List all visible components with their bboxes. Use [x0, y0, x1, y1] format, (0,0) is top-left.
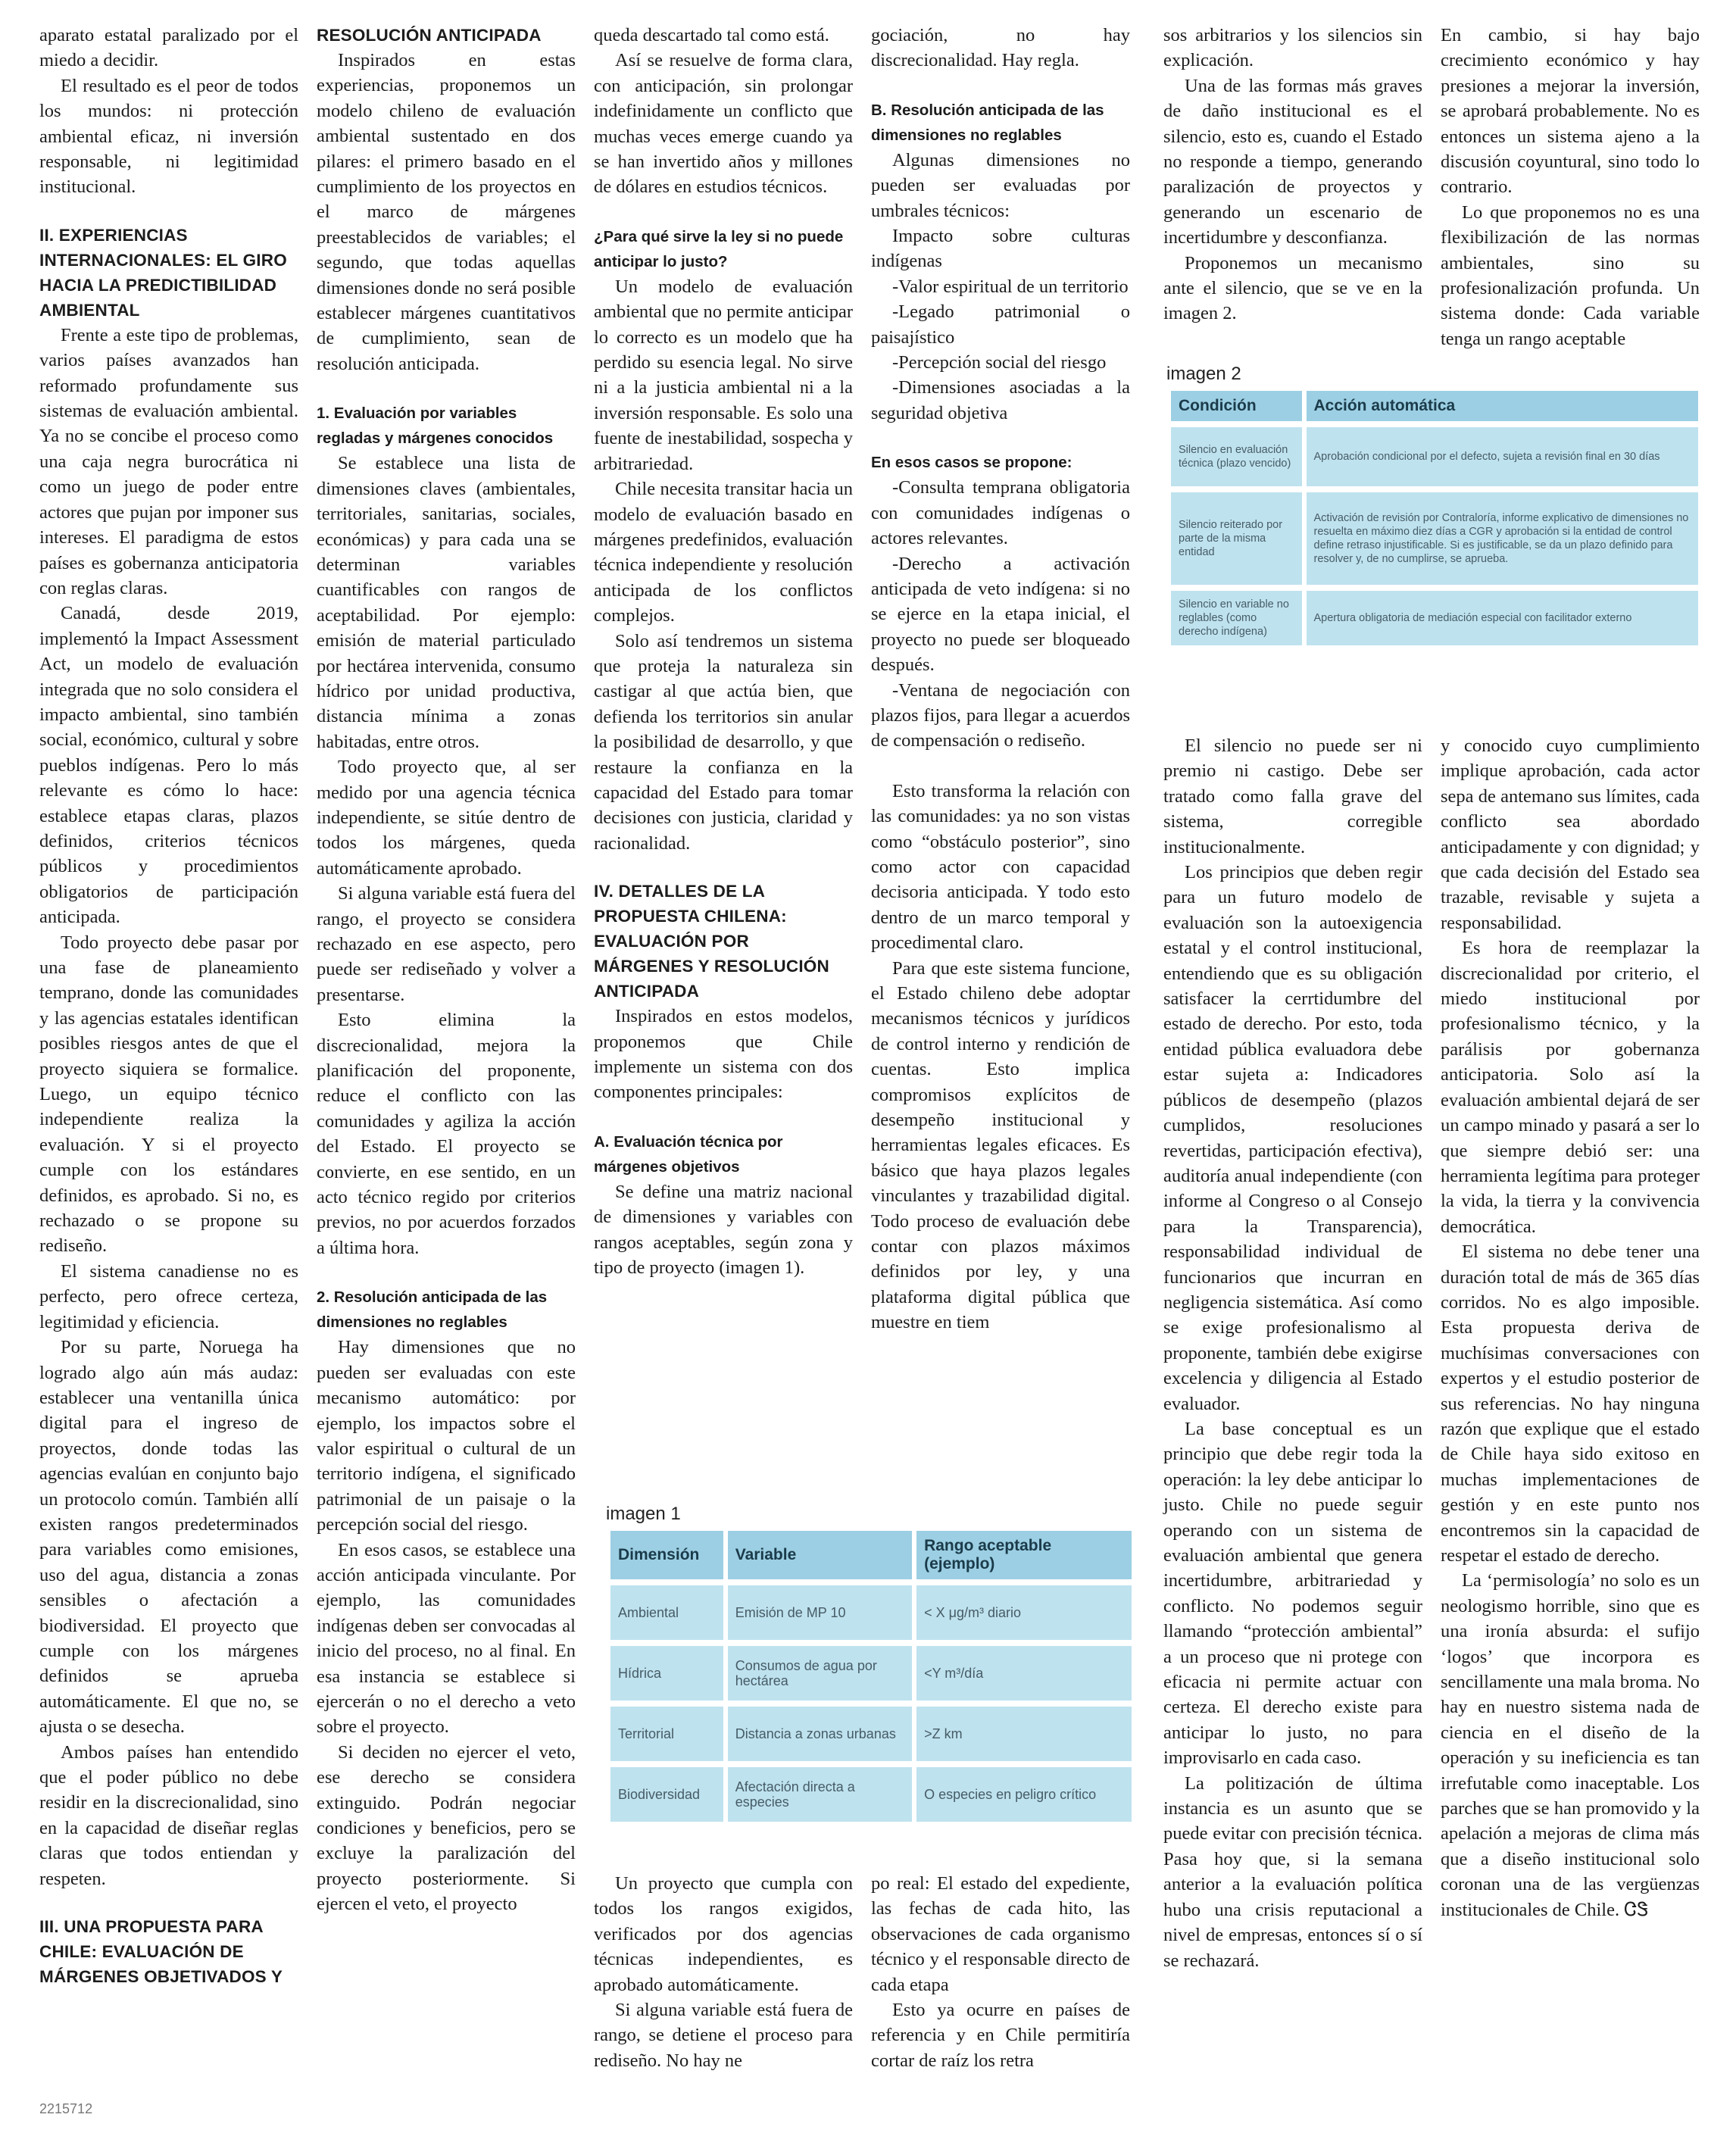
table-cell: Silencio reiterado por parte de la misma entidad — [1171, 492, 1302, 585]
list-item: -Derecho a activación anticipada de veto indígena: si no se ejerce en la etapa inicial, el proyecto no puede ser bloqueado después. — [871, 553, 1130, 676]
table-cell: Silencio en evaluación técnica (plazo vencido) — [1171, 427, 1302, 486]
paragraph: queda descartado tal como está. — [594, 25, 829, 45]
list-item: -Legado patrimonial o paisajístico — [871, 301, 1130, 348]
subheading: 1. Evaluación por variables regladas y márgenes conocidos — [317, 404, 554, 448]
column-4 — [871, 23, 1130, 1335]
figure-caption: imagen 1 — [606, 1504, 681, 1524]
paragraph: Se establece una lista de dimensiones claves (ambientales, territoriales, sanitarias, sociales, económicas) y para cada una se determinan variables cuantificables con rangos de aceptabilidad. Por ejemplo: emisión de material particulado por hectárea intervenida, consumo hídrico por unidad productiva, distancia mínima a zonas habitadas, entre otros. — [317, 453, 576, 752]
paragraph: gociación, no hay discrecionalidad. Hay regla. — [871, 25, 1130, 71]
table-row — [610, 1707, 1132, 1761]
paragraph: sos arbitrarios y los silencios sin explicación. — [1163, 25, 1422, 71]
paragraph: Hay dimensiones que no pueden ser evaluadas con este mecanismo automático: por ejemplo, los impactos sobre el valor espiritual o cultural de un territorio indígena, el significado patrimonial de un paisaje o la percepción social del riesgo. — [317, 1337, 576, 1535]
column-5 — [1163, 23, 1422, 326]
list-item: -Valor espiritual de un territorio — [892, 276, 1129, 297]
paragraph: Un proyecto que cumpla con todos los rangos exigidos, verificados por dos agencias técnicas independientes, es aprobado automáticamente. — [594, 1873, 853, 1995]
table-cell: Ambiental — [610, 1585, 723, 1640]
section-heading-iii: III. UNA PROPUESTA PARA CHILE: EVALUACIÓN DE MÁRGENES OBJETIVADOS Y — [39, 1917, 283, 1987]
column-6-bottom — [1441, 733, 1700, 1922]
paragraph: Es hora de reemplazar la discrecionalidad por criterio, el miedo institucional por profesionalismo técnico, y la parálisis por gobernanza anticipatoria. Solo así la evaluación ambiental dejará de ser un campo minado y pasará a ser lo que siempre debió ser: una herramienta legítima para proteger la vida, la tierra y la convivencia democrática. — [1441, 938, 1700, 1237]
paragraph: Ambos países han entendido que el poder público no debe residir en la discrecionalidad, sino en la capacidad de diseñar reglas claras que todos entiendan y respeten. — [39, 1741, 298, 1889]
table-cell: Biodiversidad — [610, 1767, 723, 1822]
paragraph: Se define una matriz nacional de dimensiones y variables con rangos aceptables, según zona y tipo de proyecto (imagen 1). — [594, 1181, 853, 1279]
table-cell: Afectación directa a especies — [728, 1767, 912, 1822]
figure-imagen-2 — [1166, 364, 1703, 651]
table-cell: Activación de revisión por Contraloría, informe explicativo de dimensiones no resuelta en máximo diez días a CGR y aprobación si la entidad de control define retraso injustificable. Si es justificable, se da un plazo definido para resolver y, de no cumplirse, se aprueba. — [1307, 492, 1699, 585]
column-6 — [1441, 23, 1700, 351]
table-imagen-1 — [606, 1525, 1136, 1828]
paragraph: La politización de última instancia es un asunto que se puede evitar con precisión técnica. Pasa hoy que, si la semana anterior a la evaluación política hubo una crisis reputacional a nivel de empresas, entonces sí o sí se rechazará. — [1163, 1772, 1422, 1971]
list-item: -Ventana de negociación con plazos fijos, para llegar a acuerdos de compensación o rediseño. — [871, 679, 1130, 751]
column-header: Acción automática — [1307, 391, 1699, 421]
paragraph: Frente a este tipo de problemas, varios países avanzados han reformado profundamente sus sistemas de evaluación ambiental. Ya no se concibe el proceso como una caja negra burocrática ni como un juego de poder entre actores que pujan por imponer sus intereses. El paradigma de estos países es gobernanza anticipatoria con reglas claras. — [39, 324, 298, 598]
table-row — [610, 1646, 1132, 1701]
paragraph: y conocido cuyo cumplimiento implique aprobación, cada actor sepa de antemano sus límites, cada conflicto sea abordado anticipadamente y con dignidad; y que cada decisión del Estado sea trazable, revisable y sujeta a responsabilidad. — [1441, 736, 1700, 933]
table-cell: < X μg/m³ diario — [916, 1585, 1132, 1640]
figure-caption: imagen 2 — [1166, 364, 1241, 384]
column-5-bottom — [1163, 733, 1422, 1973]
column-3-bottom — [594, 1871, 853, 2073]
table-cell: Distancia a zonas urbanas — [728, 1707, 912, 1761]
section-heading-iv: IV. DETALLES DE LA PROPUESTA CHILENA: EVALUACIÓN POR MÁRGENES Y RESOLUCIÓN ANTICIPADA — [594, 882, 829, 1001]
paragraph: Así se resuelve de forma clara, con anticipación, sin prolongar indefinidamente un conflicto que muchas veces emerge cuando ya se han invertido años y millones de dólares en estudios técnicos. — [594, 50, 853, 198]
table-cell: O especies en peligro crítico — [916, 1767, 1132, 1822]
table-row — [610, 1767, 1132, 1822]
paragraph: La ‘permisología’ no solo es un neologismo horrible, sino que es una ironía absurda: el sufijo ‘logos’ que incorpora es sencillamente una mala broma. No hay en nuestro sistema nada de ciencia en el diseño de la operación y su ineficiencia es tan irrefutable como inaceptable. Los parches que se han promovido y la apelación a mejoras de clima más que a diseño institucional solo coronan una de las vergüenzas institucionales de Chile. ᏣᏕ — [1441, 1570, 1700, 1920]
paragraph: Para que este sistema funcione, el Estado chileno debe adoptar mecanismos técnicos y jurídicos de control interno y rendición de cuentas. Esto implica compromisos explícitos de desempeño institucional y herramientas legales eficaces. Es básico que haya plazos legales vinculantes y trazabilidad digital. Todo proceso de evaluación debe contar con plazos máximos definidos por ley, y una plataforma digital pública que muestre en tiem — [871, 957, 1130, 1333]
list-item: -Dimensiones asociadas a la seguridad objetiva — [871, 377, 1130, 423]
paragraph: Lo que proponemos no es una flexibilización de las normas ambientales, sino su profesionalización profunda. Un sistema donde: Cada variable tenga un rango aceptable — [1441, 201, 1700, 349]
paragraph: Canadá, desde 2019, implementó la Impact Assessment Act, un modelo de evaluación integrada que no solo considera el impacto ambiental, sino también social, económico, cultural y sobre pueblos indígenas. Pero lo más relevante es cómo lo hace: establece etapas claras, plazos definidos, criterios técnicos públicos y procedimientos obligatorios de participación anticipada. — [39, 603, 298, 928]
paragraph: Esto transforma la relación con las comunidades: ya no son vistas como “obstáculo posterior”, sino como actor con capacidad decisoria anticipada. Y todo esto dentro de un marco temporal y procedimental claro. — [871, 780, 1130, 954]
column-header: Variable — [728, 1531, 912, 1579]
table-row — [610, 1585, 1132, 1640]
paragraph: Si alguna variable está fuera de rango, se detiene el proceso para rediseño. No hay ne — [594, 2000, 853, 2071]
subheading: ¿Para qué sirve la ley si no puede anticipar lo justo? — [594, 227, 844, 270]
paragraph: El silencio no puede ser ni premio ni castigo. Debe ser tratado como falla grave del sistema, corregible institucionalmente. — [1163, 736, 1422, 857]
paragraph: Por su parte, Noruega ha logrado algo aún más audaz: establecer una ventanilla única digital para el ingreso de proyectos, donde todas las agencias evalúan en conjunto bajo un protocolo común. También allí existen rangos predeterminados para variables como emisiones, uso del agua, distancia a zonas sensibles o afectación a biodiversidad. El proyecto que cumple con los márgenes definidos se aprueba automáticamente. El que no, se ajusta o se desecha. — [39, 1337, 298, 1738]
list-item: Impacto sobre culturas indígenas — [871, 226, 1130, 272]
paragraph: Si alguna variable está fuera del rango, el proyecto se considera rechazado en ese aspecto, pero puede ser rediseñado y volver a presentarse. — [317, 883, 576, 1005]
paragraph: aparato estatal paralizado por el miedo a decidir. — [39, 25, 298, 71]
paragraph: Todo proyecto debe pasar por una fase de planeamiento temprano, donde las comunidades y las agencias estatales identifican posibles riesgos antes de que el proyecto siquiera se formalice. Luego, un equipo técnico independiente realiza la evaluación. Y si el proyecto cumple con los estándares definidos, es aprobado. Si no, es rechazado o se propone su rediseño. — [39, 932, 298, 1257]
table-cell: Aprobación condicional por el defecto, sujeta a revisión final en 30 días — [1307, 427, 1699, 486]
column-header: Rango aceptable (ejemplo) — [916, 1531, 1132, 1579]
table-cell: Hídrica — [610, 1646, 723, 1701]
paragraph: El sistema canadiense no es perfecto, pero ofrece certeza, legitimidad y eficiencia. — [39, 1260, 298, 1332]
subheading: A. Evaluación técnica por márgenes objetivos — [594, 1132, 783, 1176]
subheading: 2. Resolución anticipada de las dimensiones no reglables — [317, 1288, 548, 1332]
paragraph: Todo proyecto que, al ser medido por una agencia técnica independiente, se sitúe dentro de todos los márgenes, queda automáticamente aprobado. — [317, 757, 576, 879]
paragraph: Una de las formas más graves de daño institucional es el silencio, esto es, cuando el Estado no responde a tiempo, generando paralización de proyectos y generando un escenario de incertidumbre y desconfianza. — [1163, 75, 1422, 248]
column-header: Condición — [1171, 391, 1302, 421]
table-cell: Apertura obligatoria de mediación especial con facilitador externo — [1307, 591, 1699, 645]
list — [871, 475, 1130, 753]
paragraph: po real: El estado del expediente, las fechas de cada hito, las observaciones de cada organismo técnico y el responsable directo de cada etapa — [871, 1873, 1130, 1995]
subheading: B. Resolución anticipada de las dimensiones no reglables — [871, 101, 1104, 144]
paragraph: El resultado es el peor de todos los mundos: ni protección ambiental eficaz, ni inversión responsable, ni legitimidad institucional. — [39, 75, 298, 198]
column-2 — [317, 23, 576, 1917]
section-heading-resolucion: RESOLUCIÓN ANTICIPADA — [317, 26, 542, 45]
column-4-bottom — [871, 1871, 1130, 2073]
table-cell: Consumos de agua por hectárea — [728, 1646, 912, 1701]
paragraph: Chile necesita transitar hacia un modelo de evaluación basado en márgenes predefinidos, evaluación técnica independiente y resolución anticipada de los conflictos complejos. — [594, 479, 853, 626]
list-item: -Percepción social del riesgo — [892, 352, 1107, 373]
table-cell: <Y m³/día — [916, 1646, 1132, 1701]
paragraph: Inspirados en estas experiencias, proponemos un modelo chileno de evaluación ambiental sustentado en dos pilares: el primero basado en el cumplimiento de los proyectos en el marco de márgenes preestablecidos de variables; el segundo, que todas aquellas dimensiones donde no será posible establecer márgenes cuantitativos de cumplimiento, sean de resolución anticipada. — [317, 50, 576, 374]
paragraph: En esos casos, se establece una acción anticipada vinculante. Por ejemplo, las comunidades indígenas deben ser convocadas al inicio del proceso, no al final. En esa instancia se establece si ejercerán o no el derecho a veto sobre el proyecto. — [317, 1539, 576, 1738]
column-header: Dimensión — [610, 1531, 723, 1579]
list-item: -Consulta temprana obligatoria con comunidades indígenas o actores relevantes. — [871, 477, 1130, 549]
paragraph: El sistema no debe tener una duración total de más de 365 días corridos. No es algo imposible. Esta propuesta deriva de muchísimas conversaciones con expertos y el estudio posterior de sus referencias. No hay ninguna razón que explique que el estado de Chile haya sido exitoso en muchas implementaciones de gestión y en este punto nos encontremos sin la capacidad de respetar el estado de derecho. — [1441, 1241, 1700, 1566]
paragraph: Esto ya ocurre en países de referencia y en Chile permitiría cortar de raíz los retra — [871, 2000, 1130, 2071]
section-heading-ii: II. EXPERIENCIAS INTERNACIONALES: EL GIRO HACIA LA PREDICTIBILIDAD AMBIENTAL — [39, 225, 287, 320]
column-1 — [39, 23, 298, 1989]
paragraph: Si deciden no ejercer el veto, ese derecho se considera extinguido. Podrán negociar condiciones y beneficios, pero se excluye la paralización del proyecto posteriormente. Si ejercen el veto, el proyecto — [317, 1741, 576, 1915]
paragraph: Inspirados en estos modelos, proponemos que Chile implemente un sistema con dos componentes principales: — [594, 1006, 853, 1103]
table-row — [1171, 492, 1698, 585]
table-imagen-2 — [1166, 385, 1703, 651]
column-3 — [594, 23, 853, 1280]
table-row — [1171, 427, 1698, 486]
paragraph: Solo así tendremos un sistema que proteja la naturaleza sin castigar al que actúa bien, que defienda los territorios sin anular la posibilidad de desarrollo, y que restaure la confianza en la capacidad del Estado para tomar decisiones con justicia, claridad y racionalidad. — [594, 630, 853, 854]
paragraph: Esto elimina la discrecionalidad, mejora la planificación del proponente, reduce el conflicto con las comunidades y agiliza la acción del Estado. El proyecto se convierte, en ese sentido, en un acto técnico regido por criterios previos, no por acuerdos forzados a última hora. — [317, 1010, 576, 1258]
table-cell: Emisión de MP 10 — [728, 1585, 912, 1640]
table-cell: Silencio en variable no reglables (como derecho indígena) — [1171, 591, 1302, 645]
subheading: En esos casos se propone: — [871, 454, 1073, 472]
table-cell: Territorial — [610, 1707, 723, 1761]
table-cell: >Z km — [916, 1707, 1132, 1761]
table-header-row — [1171, 391, 1698, 421]
paragraph: En cambio, si hay bajo crecimiento económico y hay presiones a mejorar la inversión, se aprobará probablemente. No es entonces un sistema ajeno a la discusión coyuntural, sino todo lo contrario. — [1441, 25, 1700, 198]
figure-imagen-1 — [606, 1504, 1136, 1828]
paragraph: Un modelo de evaluación ambiental que no permite anticipar lo correcto es un modelo que ha perdido su esencia legal. No sirve ni a la justicia ambiental ni a la inversión responsable. Es solo una fuente de inestabilidad, sospecha y arbitrariedad. — [594, 276, 853, 474]
paragraph: La base conceptual es un principio que debe regir toda la operación: la ley debe anticipar lo justo. Chile no puede seguir operando con un sistema de evaluación ambiental que genera incertidumbre, arbitrariedad y conflicto. No podemos seguir llamando “protección ambiental” a un proceso que ni protege con eficacia ni permite actuar con certeza. El derecho existe para anticipar lo justo, no para improvisarlo en cada caso. — [1163, 1418, 1422, 1769]
table-header-row — [610, 1531, 1132, 1579]
paragraph: Los principios que deben regir para un futuro modelo de evaluación son la autoexigencia estatal y el control institucional, entendiendo que es su obligación satisfacer la cerrtidumbre del estado de derecho. Por esto, toda entidad pública evaluadora debe estar sujeta a: Indicadores públicos de desempeño (plazos cumplidos, resoluciones revertidas, participación efectiva), auditoría anual independiente (con informe al Congreso o al Consejo para la Transparencia), responsabilidad individual de funcionarios que incurran en negligencia sistemática. Así como se exige profesionalismo al proponente, también debe exigirse excelencia y diligencia al Estado evaluador. — [1163, 862, 1422, 1414]
page-code: 2215712 — [39, 2101, 93, 2116]
list — [871, 223, 1130, 426]
table-row — [1171, 591, 1698, 645]
paragraph: Proponemos un mecanismo ante el silencio, que se ve en la imagen 2. — [1163, 252, 1422, 324]
paragraph: Algunas dimensiones no pueden ser evaluadas por umbrales técnicos: — [871, 149, 1130, 221]
